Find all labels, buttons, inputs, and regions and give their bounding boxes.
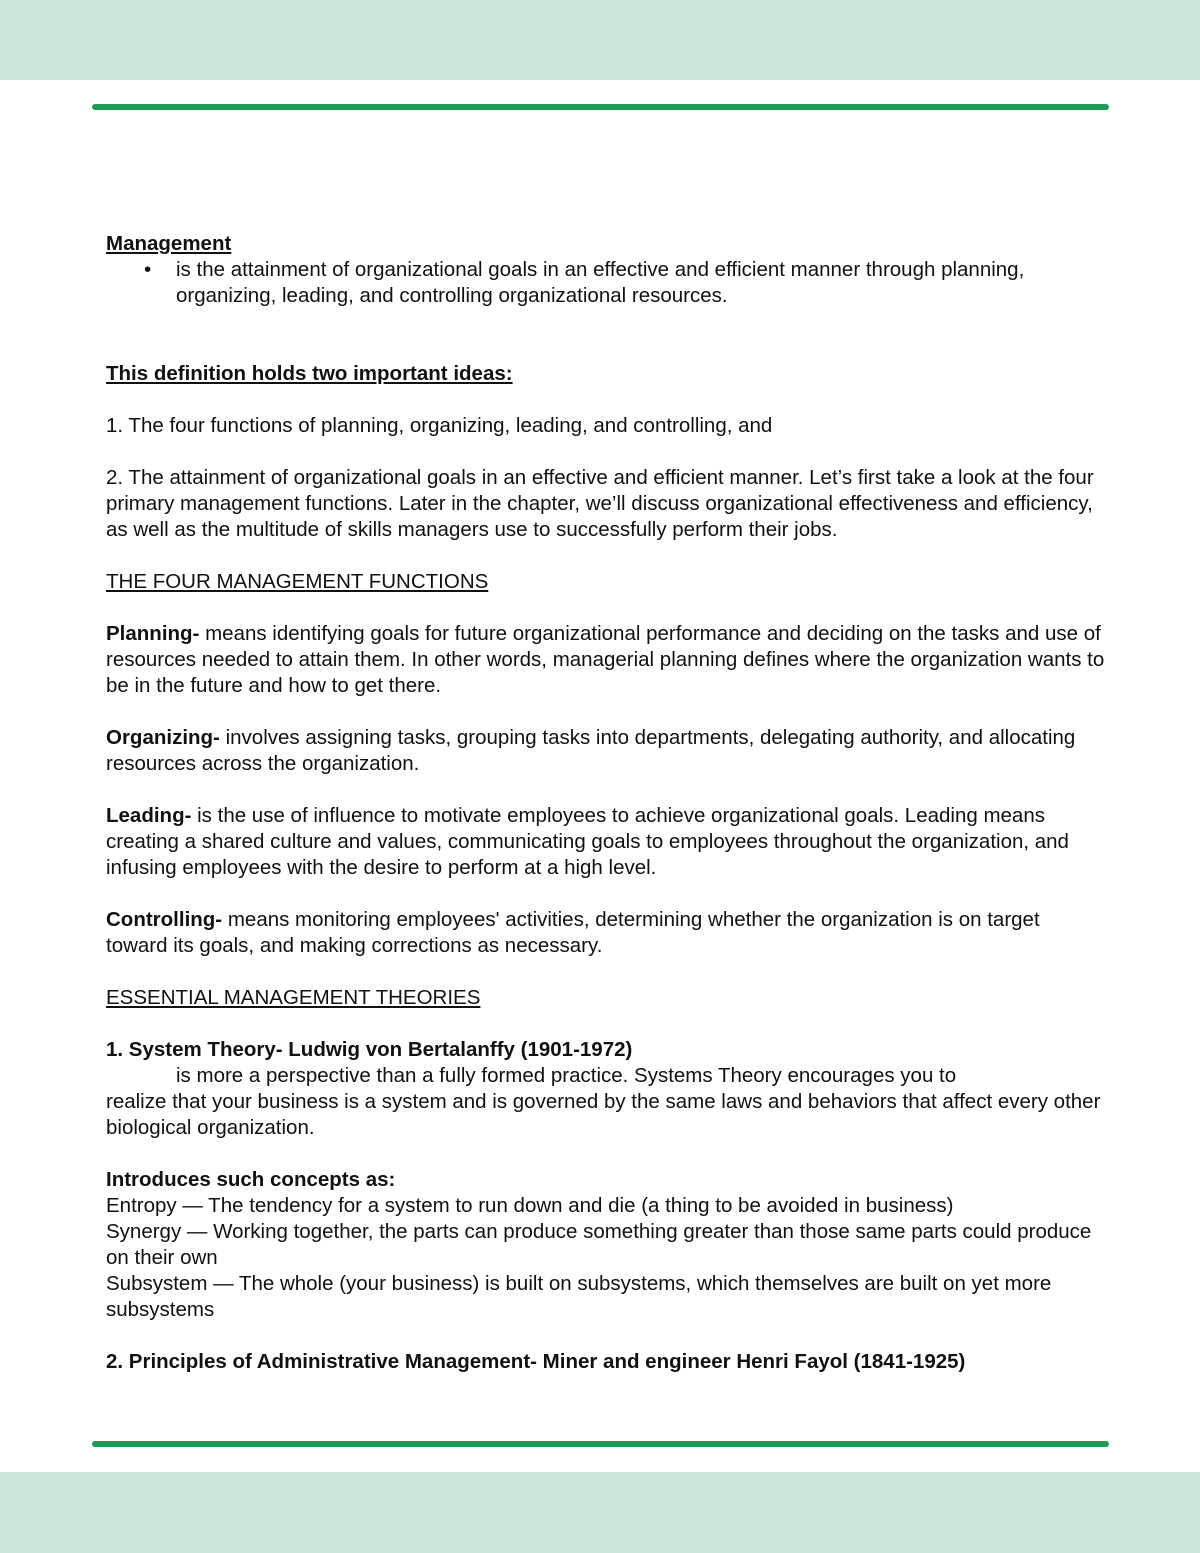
leading-text: is the use of influence to motivate employees to achieve organizational goals. Leading means creating a shared culture and values, communicating goals to employees throughout the organization, and infusing employees with the desire to perform at a high level. [106,804,1069,879]
system-theory-title: 1. System Theory- Ludwig von Bertalanffy (1901-1972) [106,1038,633,1061]
theories-heading: ESSENTIAL MANAGEMENT THEORIES [106,986,481,1009]
organizing-paragraph [106,725,1106,777]
concepts-heading: Introduces such concepts as: [106,1168,396,1191]
planning-term: Planning- [106,622,200,645]
concept-entropy: Entropy — The tendency for a system to run down and die (a thing to be avoided in business) [106,1194,954,1217]
organizing-text: involves assigning tasks, grouping tasks into departments, delegating authority, and allocating resources across the organization. [106,726,1076,775]
controlling-term: Controlling- [106,908,223,931]
planning-text: means identifying goals for future organizational performance and deciding on the tasks and use of resources needed to attain them. In other words, managerial planning defines where the organization wants to be in the future and how to get there. [106,622,1105,697]
organizing-term: Organizing- [106,726,220,749]
concept-synergy: Synergy — Working together, the parts can produce something greater than those same parts could produce on their own [106,1220,1092,1269]
planning-paragraph [106,621,1106,699]
management-heading: Management [106,232,232,255]
management-definition: is the attainment of organizational goals in an effective and efficient manner through planning, organizing, leading, and controlling organizational resources. [176,258,1025,307]
document-body [106,231,1106,1375]
system-theory-text-rest: realize that your business is a system and is governed by the same laws and behaviors that affect every other biological organization. [106,1090,1101,1139]
bottom-rule [92,1441,1109,1447]
definition-heading: This definition holds two important ideas: [106,362,513,385]
management-bullet [106,257,1106,309]
system-theory-text-first: is more a perspective than a fully formed practice. Systems Theory encourages you to [176,1064,957,1087]
top-rule [92,104,1109,110]
concept-subsystem: Subsystem — The whole (your business) is built on subsystems, which themselves are built on yet more subsystems [106,1272,1052,1321]
idea-2: 2. The attainment of organizational goals in an effective and efficient manner. Let’s first take a look at the four primary management functions. Later in the chapter, we’ll discuss organizational effectiveness and efficiency, as well as the multitude of skills managers use to successfully perform their jobs. [106,466,1094,541]
controlling-paragraph [106,907,1106,959]
leading-paragraph [106,803,1106,881]
admin-management-title: 2. Principles of Administrative Management- Miner and engineer Henri Fayol (1841-1925) [106,1350,966,1373]
idea-1: 1. The four functions of planning, organizing, leading, and controlling, and [106,414,773,437]
header-band [0,0,1200,80]
bullet-icon: • [144,258,152,281]
leading-term: Leading- [106,804,192,827]
footer-band [0,1472,1200,1553]
functions-heading: THE FOUR MANAGEMENT FUNCTIONS [106,570,489,593]
controlling-text: means monitoring employees' activities, determining whether the organization is on target toward its goals, and making corrections as necessary. [106,908,1040,957]
